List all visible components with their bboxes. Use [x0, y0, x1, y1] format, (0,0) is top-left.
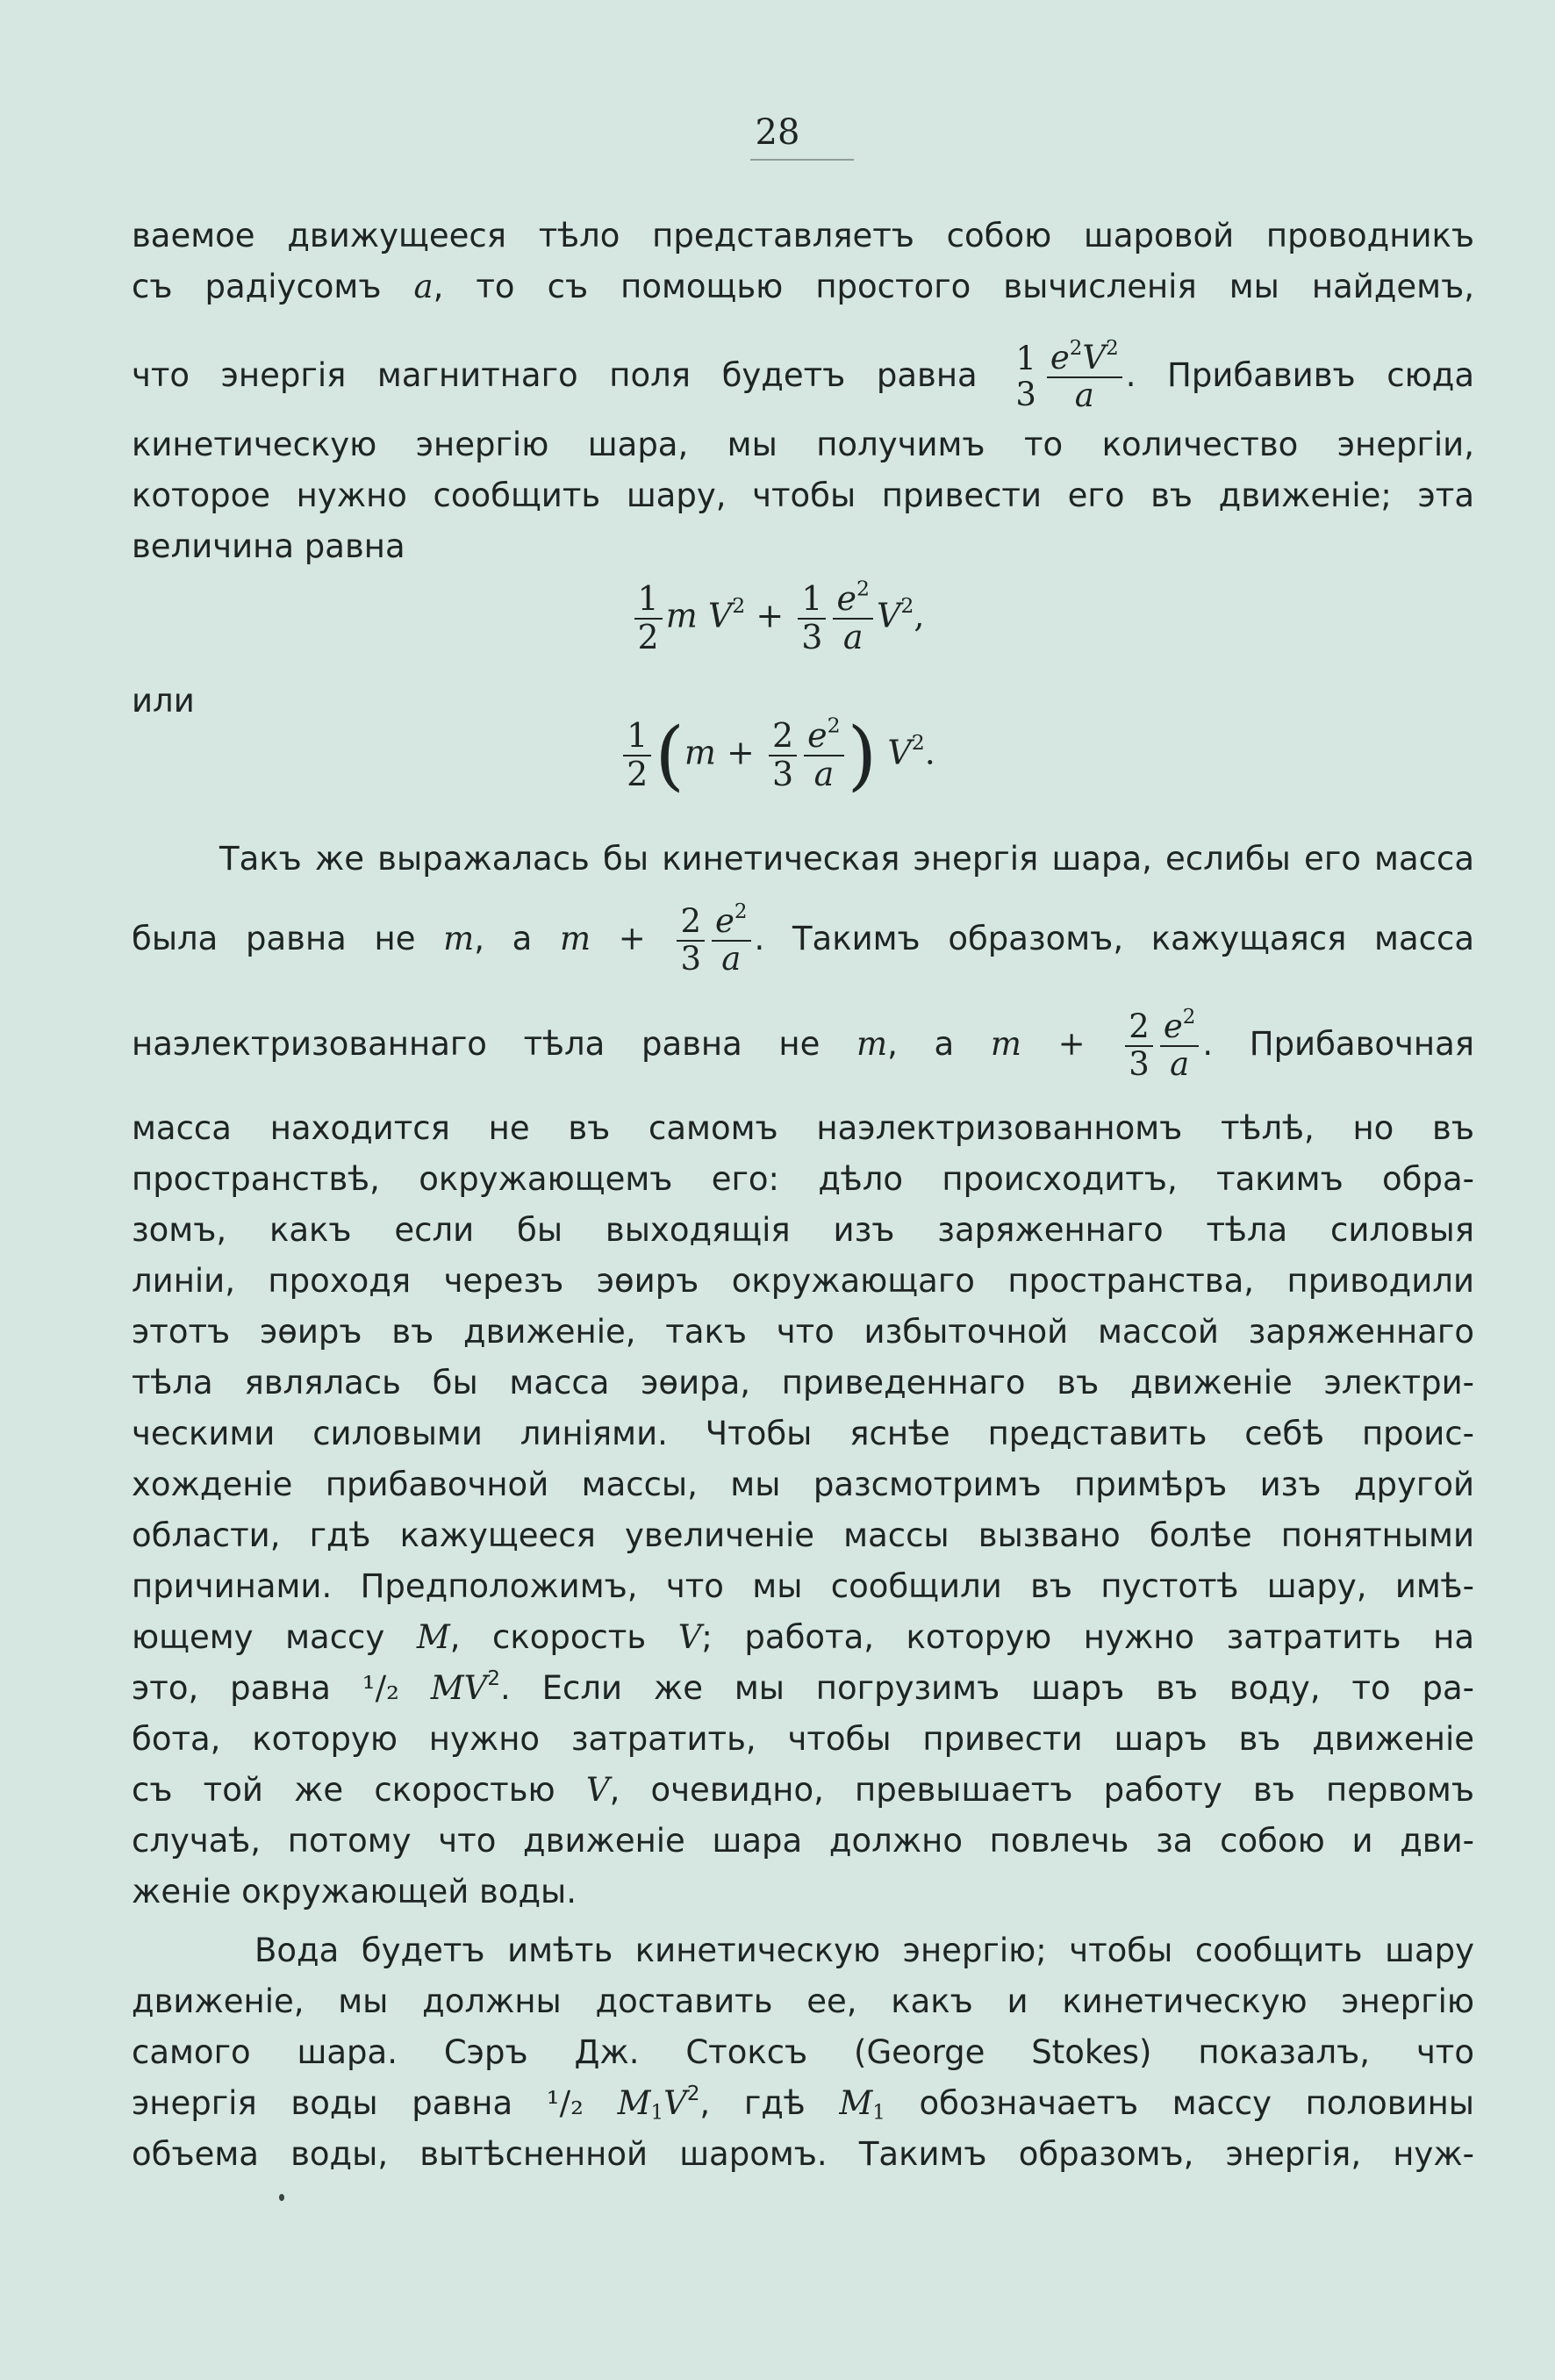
text-line: съ той же скоростью V, очевидно, превышаетъ работу въ первомъ	[132, 1771, 1474, 1809]
text-line: линіи, проходя черезъ эѳиръ окружающаго пространства, приводили	[132, 1262, 1474, 1300]
text-line: бота, которую нужно затратить, чтобы привести шаръ въ движеніе	[132, 1720, 1474, 1758]
text-line: Вода будетъ имѣть кинетическую энергію; чтобы сообщить шару	[254, 1932, 1474, 1969]
text-line: области, гдѣ кажущееся увеличеніе массы вызвано болѣе понятными	[132, 1516, 1474, 1554]
text-line: Такъ же выражалась бы кинетическая энергія шара, еслибы его масса	[219, 840, 1474, 878]
text-line: хожденіе прибавочной массы, мы разсмотримъ примѣръ изъ другой	[132, 1466, 1474, 1503]
text-line: съ радіусомъ a, то съ помощью простого вычисленія мы найдемъ,	[132, 268, 1474, 305]
text-line: которое нужно сообщить шару, чтобы привести его въ движеніе; эта	[132, 477, 1474, 514]
text-line: ческими силовыми линіями. Чтобы яснѣе представить себѣ проис-	[132, 1415, 1474, 1452]
page-number: 28	[755, 112, 800, 153]
text-line: этотъ эѳиръ въ движеніе, такъ что избыточной массой заряженнаго	[132, 1313, 1474, 1351]
text-line: энергія воды равна ¹/₂ $M_1V^2$, гдѣ $M_1$ обозначаетъ массу половины	[132, 2082, 1475, 2125]
text-line: ваемое движущееся тѣло представляетъ собою шаровой проводникъ	[132, 217, 1474, 254]
page-number-rule	[750, 159, 854, 161]
fraction: $\frac{e^2V^2}{a}$	[1047, 341, 1122, 413]
text-line: наэлектризованнаго тѣла равна не m, а m + $\frac{2}{3}$ $\frac{e^2}{a}$ . Прибавочная	[132, 1005, 1475, 1083]
text-line: самого шара. Сэръ Дж. Стоксъ (George Stokes) показалъ, что	[132, 2033, 1474, 2071]
text-line: величина равна	[132, 527, 405, 565]
text-line: пространствѣ, окружающемъ его: дѣло происходитъ, такимъ обра-	[132, 1160, 1474, 1198]
fraction: 1 3	[1015, 340, 1036, 413]
formula-energy-alt: $\frac{1}{2}$ (m + $\frac{2}{3}$ $\frac{e^2}{a}$ ) $V^2$.	[0, 718, 1555, 793]
text-line: тѣла являлась бы масса эѳира, приведеннаго въ движеніе электри-	[132, 1364, 1474, 1401]
text-line: случаѣ, потому что движеніе шара должно повлечь за собою и дви-	[132, 1822, 1474, 1860]
text-line: движеніе, мы должны доставить ее, какъ и кинетическую энергію	[132, 1982, 1474, 2020]
text-line: причинами. Предположимъ, что мы сообщили въ пустотѣ шару, имѣ-	[132, 1567, 1474, 1605]
text-line: кинетическую энергію шара, мы получимъ то количество энергіи,	[132, 426, 1474, 463]
text-line: зомъ, какъ если бы выходящія изъ заряженнаго тѣла силовыя	[132, 1211, 1474, 1249]
text-line: это, равна ¹/₂ $MV^2$. Если же мы погрузимъ шаръ въ воду, то ра-	[132, 1667, 1474, 1707]
text-line: что энергія магнитнаго поля будетъ равна 1 3 $\frac{e^2V^2}{a}$ . Прибавивъ сюда	[132, 336, 1474, 414]
text-line: ющему массу M, скорость V; работа, которую нужно затратить на	[132, 1618, 1474, 1656]
text-line: женіе окружающей воды.	[132, 1873, 577, 1910]
text-line: была равна не m, а m + $\frac{2}{3}$ $\frac{e^2}{a}$ . Такимъ образомъ, кажущаяся масса	[132, 900, 1474, 978]
text-line: объема воды, вытѣсненной шаромъ. Такимъ образомъ, энергія, нуж-	[132, 2135, 1474, 2173]
text-line: масса находится не въ самомъ наэлектризованномъ тѣлѣ, но въ	[132, 1109, 1474, 1147]
formula-energy: $\frac{1}{2}$ m $V^2$ + $\frac{1}{3}$ $\frac{e^2}{a}$ $V^2$,	[0, 581, 1555, 656]
text-line: или	[132, 682, 195, 720]
ink-speck	[279, 2194, 284, 2201]
